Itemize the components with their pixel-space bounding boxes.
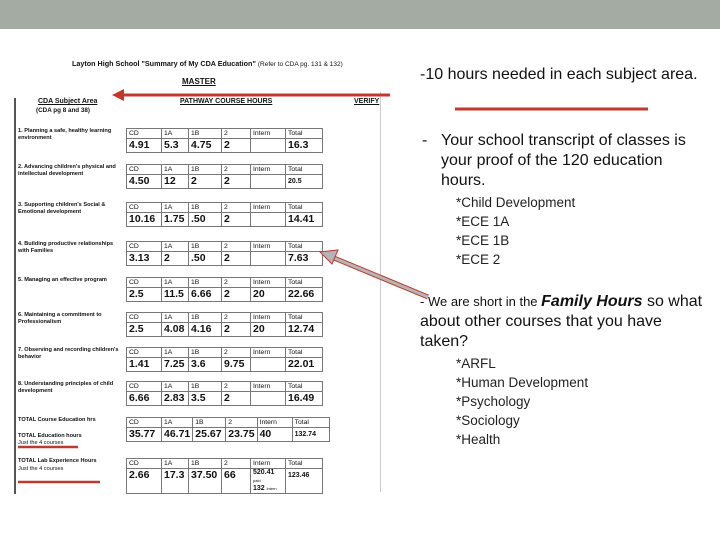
col-header: 2 [222,278,251,288]
pathway-header: PATHWAY COURSE HOURS [180,98,273,105]
col-header: 1B [189,278,222,288]
col-header: Total [286,129,323,139]
subject-area-subheader: (CDA pg 8 and 38) [36,107,90,114]
col-header: CD [127,418,162,428]
verify-header: VERIFY [354,98,380,105]
cell-value: 66 [222,469,251,494]
intern-hours-value: 132 [253,485,265,492]
col-header: CD [127,313,162,323]
cell-value: 2 [222,288,251,302]
cell-value: 1.75 [162,213,189,227]
col-header: Total [286,278,323,288]
col-header: Intern [251,129,286,139]
col-header: Total [286,348,323,358]
col-header: Intern [251,459,286,469]
cell-value: 2.5 [127,288,162,302]
col-header: 1B [189,203,222,213]
course-item: *ECE 2 [456,252,501,267]
cell-value: 4.50 [127,175,162,189]
cell-value: 22.01 [286,358,323,372]
subject-row-desc: 1. Planning a safe, healthy learning environment [18,128,112,141]
subject-row-desc: 7. Observing and recording children's behavior [18,347,119,360]
cell-value: 20 [251,288,286,302]
document-title-ref: (Refer to CDA pg. 131 & 132) [257,61,343,68]
cell-value: 14.41 [286,213,323,227]
cell-value: 4.16 [189,323,222,337]
col-header: 1B [189,165,222,175]
col-header: CD [127,278,162,288]
col-header: Total [286,382,323,392]
cell-value: 5.3 [162,139,189,153]
col-header: 2 [222,203,251,213]
col-header: 1A [162,459,189,469]
cell-value: 6.66 [189,288,222,302]
subject-row-desc: 8. Understanding principles of child development [18,381,114,394]
cell-value: 3.13 [127,252,162,266]
cell-value: 17.3 [162,469,189,494]
cell-value: 16.49 [286,392,323,406]
col-header: Total [286,165,323,175]
cell-value: 6.66 [127,392,162,406]
subject-row-desc: 5. Managing an effective program [18,277,107,283]
col-header: CD [127,348,162,358]
col-header: CD [127,242,162,252]
col-header: 1A [162,242,189,252]
cell-value: .50 [189,252,222,266]
cell-value: 22.66 [286,288,323,302]
cell-value: 2.83 [162,392,189,406]
cell-value: 9.75 [222,358,251,372]
col-header: Total [292,418,329,428]
course-list-2 [456,354,588,449]
cell-value: 2.5 [127,323,162,337]
col-header: CD [127,129,162,139]
col-header: 1B [189,242,222,252]
transcript-text: Your school transcript of classes is your proof of the 120 education hours. [441,132,686,189]
col-header: 1B [189,313,222,323]
cell-value: 2.66 [127,469,162,494]
cell-value: 2 [162,252,189,266]
family-hours-emphasis: Family Hours [541,293,643,310]
col-header: 2 [222,313,251,323]
subject-area-header: CDA Subject Area [38,98,98,105]
master-label: MASTER [182,77,216,86]
col-header: 1B [189,348,222,358]
subject-row-desc: 2. Advancing children's physical and intellectual development [18,164,116,177]
total-course-education-label: TOTAL Course Education hrs [18,417,96,423]
cell-value: 4.75 [189,139,222,153]
short-prefix: - We are short in the [420,294,542,309]
course-item: *Sociology [456,413,520,428]
cell-value: 2 [222,175,251,189]
cell-value: 1.41 [127,358,162,372]
col-header: 2 [222,165,251,175]
col-header: 1A [162,203,189,213]
cell-value: 25.67 [193,428,226,442]
col-header: 2 [226,418,257,428]
course-item: *ARFL [456,356,496,371]
col-header: Total [286,313,323,323]
col-header: Intern [251,382,286,392]
col-header: CD [127,203,162,213]
col-header: 1A [162,278,189,288]
family-arrow-head [320,250,338,264]
family-arrow-line [334,258,428,297]
total-education-hours-label: TOTAL Education hours [18,433,82,439]
col-header: 1A [162,382,189,392]
col-header: Intern [257,418,292,428]
cell-value: 2 [222,323,251,337]
course-item: *Health [456,432,501,447]
col-header: Total [286,242,323,252]
short-hours-text [420,292,710,352]
short-suffix: so what about other courses that you have taken? [420,293,703,350]
col-header: Intern [251,313,286,323]
col-header: CD [127,459,162,469]
col-header: 1A [162,313,189,323]
cell-value: 7.25 [162,358,189,372]
cell-value: 123.46 [286,469,323,494]
intern-paid-unit: paid [253,478,261,483]
col-header: 1B [189,382,222,392]
total-lab-label: TOTAL Lab Experience Hours [18,458,97,464]
col-header: Total [286,203,323,213]
cell-value: 20.5 [286,175,323,189]
col-header: Intern [251,278,286,288]
cell-value: 20 [251,323,286,337]
col-header: 2 [222,242,251,252]
cell-value: 11.5 [162,288,189,302]
red-arrow-head [112,89,124,101]
cell-value: 2 [222,252,251,266]
subject-row-desc: 6. Maintaining a commitment to Professionalism [18,312,102,325]
intern-hours-unit: intern [266,486,277,491]
cell-value: 46.71 [162,428,193,442]
cell-value: 37.50 [189,469,222,494]
course-list-1 [456,193,575,269]
course-item: *Psychology [456,394,531,409]
cell-value: 12 [162,175,189,189]
course-item: *Human Development [456,375,589,390]
intern-paid-value: 520.41 [253,469,275,476]
course-item: *ECE 1A [456,214,510,229]
col-header: CD [127,382,162,392]
cell-value: 132.74 [292,428,329,442]
cell-value: 23.75 [226,428,257,442]
col-header: 2 [222,129,251,139]
col-header: Total [286,459,323,469]
cell-value: 35.77 [127,428,162,442]
cell-value: 10.16 [127,213,162,227]
cell-value: .50 [189,213,222,227]
cell-value: 3.5 [189,392,222,406]
course-item: *Child Development [456,195,576,210]
col-header: 2 [222,348,251,358]
col-header: Intern [251,203,286,213]
col-header: 1A [162,129,189,139]
cell-value: 4.08 [162,323,189,337]
subject-row-desc: 3. Supporting children's Social & Emotional development [18,202,106,215]
cell-value: 3.6 [189,358,222,372]
cell-value: 16.3 [286,139,323,153]
col-header: Intern [251,348,286,358]
hours-needed-text: -10 hours needed in each subject area. [420,66,698,83]
cell-value: 2 [222,213,251,227]
col-header: 1B [193,418,226,428]
col-header: 1B [189,459,222,469]
cell-value: 2 [222,139,251,153]
subject-row-desc: 4. Building productive relationships with Families [18,241,114,254]
total-lab-sub: Just the 4 courses [18,466,64,472]
col-header: 1A [162,348,189,358]
col-header: 1A [162,418,193,428]
cell-value: 2 [189,175,222,189]
col-header: Intern [251,165,286,175]
cell-value: 4.91 [127,139,162,153]
total-education-hours-sub: Just the 4 courses [18,440,64,446]
col-header: Intern [251,242,286,252]
cell-value: 2 [222,392,251,406]
cell-value: 40 [257,428,292,442]
dash-bullet: - [422,132,428,149]
cell-value: 12.74 [286,323,323,337]
col-header: 2 [222,459,251,469]
col-header: 1B [189,129,222,139]
col-header: CD [127,165,162,175]
course-item: *ECE 1B [456,233,510,248]
col-header: 2 [222,382,251,392]
col-header: 1A [162,165,189,175]
document-title-text: Layton High School "Summary of My CDA Education" [72,59,256,68]
cell-value: 7.63 [286,252,323,266]
